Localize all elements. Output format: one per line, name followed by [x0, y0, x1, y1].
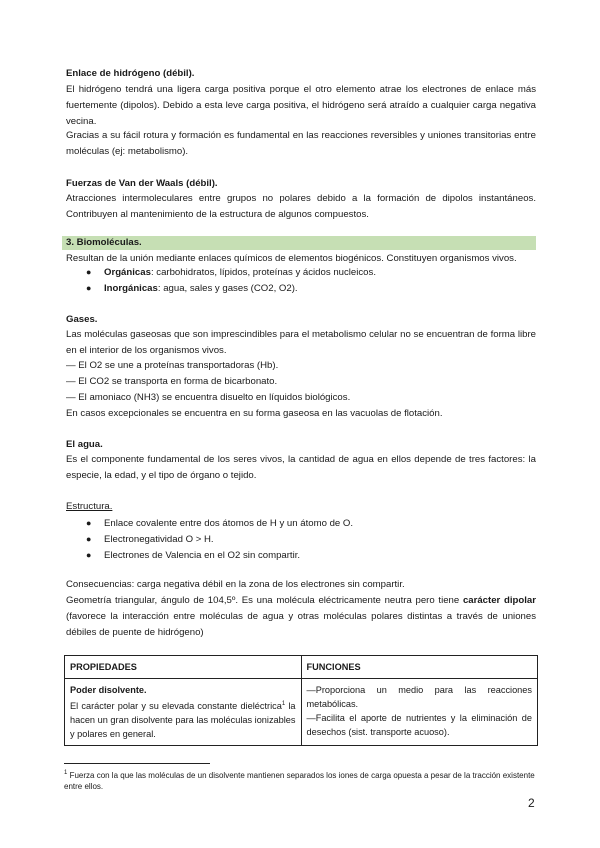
paragraph: Atracciones intermoleculares entre grupos no polares debido a la formación de dipolos instantáneos. Contribuyen al mantenimiento de la estructura de algunos compuestos.	[66, 193, 536, 220]
list-item: Electrones de Valencia en el O2 sin compartir.	[104, 550, 301, 561]
paragraph: Las moléculas gaseosas que son imprescindibles para el metabolismo celular no se encuentran de forma libre en el interior de los organismos vivos.	[66, 329, 536, 356]
list-item: Orgánicas: carbohidratos, lípidos, proteínas y ácidos nucleicos.	[104, 267, 376, 278]
subsection-title-structure: Estructura.	[66, 501, 113, 512]
bullet-icon: ●	[86, 534, 92, 544]
footnote-separator	[64, 763, 210, 764]
section-title-gases: Gases.	[66, 314, 98, 325]
section-title-biomolecules: 3. Biomoléculas.	[66, 237, 142, 248]
bullet-icon: ●	[86, 283, 92, 293]
properties-table	[64, 655, 538, 746]
bullet-icon: ●	[86, 518, 92, 528]
list-line: — El O2 se une a proteínas transportadoras (Hb).	[66, 360, 279, 371]
list-line: — El amoniaco (NH3) se encuentra disuelto en líquidos biológicos.	[66, 392, 351, 403]
table-cell: —Proporciona un medio para las reacciones metabólicas. —Facilita el aporte de nutrientes y la eliminación de desechos (sist. transporte acuoso).	[301, 679, 537, 746]
paragraph: Resultan de la unión mediante enlaces químicos de elementos biogénicos. Constituyen organismos vivos.	[66, 253, 517, 264]
table-row	[65, 679, 538, 746]
list-item: Enlace covalente entre dos átomos de H y un átomo de O.	[104, 518, 354, 529]
section-title-van-der-waals: Fuerzas de Van der Waals (débil).	[66, 178, 218, 189]
paragraph: Consecuencias: carga negativa débil en la zona de los electrones sin compartir.	[66, 579, 405, 590]
paragraph: Geometría triangular, ángulo de 104,5º. Es una molécula eléctricamente neutra pero tiene carácter dipolar (favorece la interacción entre moléculas de agua y otras moléculas polares distintas a través de uniones débiles de puente de hidrógeno)	[66, 595, 536, 638]
list-item: Inorgánicas: agua, sales y gases (CO2, O2).	[104, 283, 298, 294]
section-title-water: El agua.	[66, 439, 103, 450]
footnote: $^1$ Fuerza con la que las moléculas de un disolvente mantienen separados los iones de carga opuesta a pesar de la tracción existente entre ellos.	[64, 770, 535, 791]
page-number: 2	[528, 796, 535, 810]
list-line: — El CO2 se transporta en forma de bicarbonato.	[66, 376, 278, 387]
paragraph: En casos excepcionales se encuentra en su forma gaseosa en las vacuolas de flotación.	[66, 408, 443, 419]
bullet-icon: ●	[86, 267, 92, 277]
table-cell: Poder disolvente. El carácter polar y su elevada constante dieléctrica$^1$ la hacen un gran disolvente para las moléculas ionizables y polares en general.	[65, 679, 302, 746]
paragraph: El hidrógeno tendrá una ligera carga positiva porque el otro elemento atrae los electrones de enlace más fuertemente (dipolos). Debido a esta leve carga positiva, el hidrógeno será atraído a cualquier carga negativa vecina.	[66, 84, 536, 127]
paragraph: Es el componente fundamental de los seres vivos, la cantidad de agua en ellos depende de tres factores: la especie, la edad, y el tipo de órgano o tejido.	[66, 454, 536, 481]
bullet-icon: ●	[86, 550, 92, 560]
paragraph: Gracias a su fácil rotura y formación es fundamental en las reacciones reversibles y uniones transitorias entre moléculas (ej: metabolismo).	[66, 130, 536, 157]
table-header-cell: PROPIEDADES	[65, 656, 302, 679]
section-title-hydrogen-bond: Enlace de hidrógeno (débil).	[66, 68, 195, 79]
table-header-cell: FUNCIONES	[301, 656, 537, 679]
list-item: Electronegatividad O > H.	[104, 534, 214, 545]
table-header-row	[65, 656, 538, 679]
